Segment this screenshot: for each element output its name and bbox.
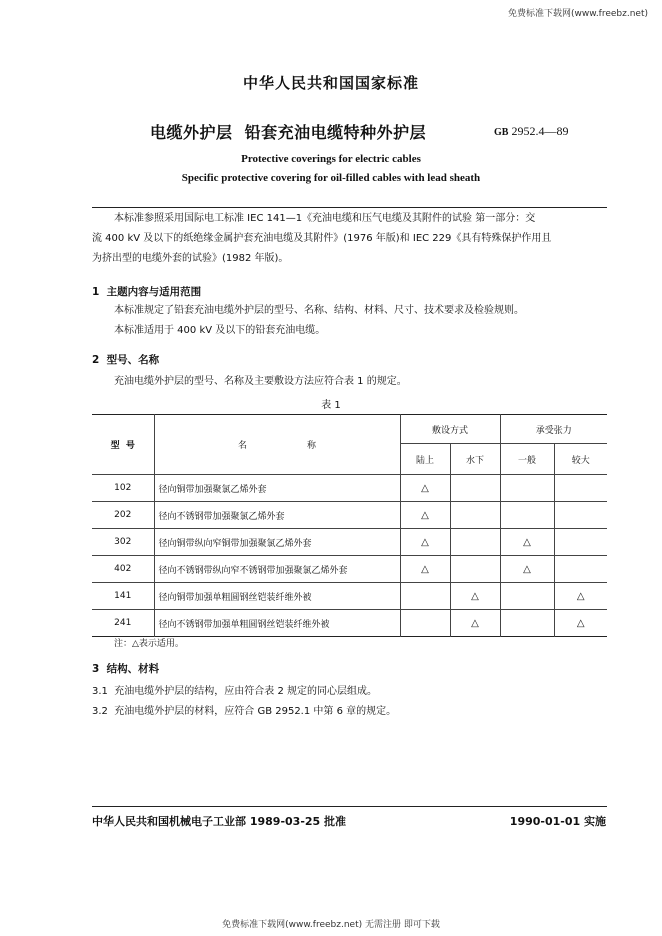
intro-paragraph: [92, 209, 612, 269]
cell-general: [500, 502, 554, 529]
intro-line-1: 本标准参照采用国际电工标准 IEC 141—1《充油电缆和压气电缆及其附件的试验 第一部分：交: [114, 213, 536, 224]
table-row: [92, 556, 607, 583]
header-laying-method: 敷设方式: [400, 415, 500, 444]
section-3-item-1: 3.1 充油电缆外护层的结构，应由符合表 2 规定的同心层组成。: [92, 686, 377, 697]
cell-name: 径向铜带加强聚氯乙烯外套: [154, 475, 400, 502]
header-name-char-2: 称: [307, 441, 317, 451]
document-title-en-1: Protective coverings for electric cables: [241, 153, 421, 165]
cell-name: 径向不锈钢带加强聚氯乙烯外套: [154, 502, 400, 529]
cell-large: [554, 529, 607, 556]
cell-large: [554, 556, 607, 583]
cell-name: 径向不锈钢带加强单粗圆钢丝铠装纤维外被: [154, 610, 400, 637]
cell-water: [450, 475, 500, 502]
national-standard-heading: 中华人民共和国国家标准: [242, 74, 419, 92]
cell-name: 径向铜带加强单粗圆钢丝铠装纤维外被: [154, 583, 400, 610]
section-2-heading: 2 型号、名称: [92, 354, 160, 366]
standard-code: 2952.4—89: [511, 124, 569, 138]
cell-model: 202: [92, 502, 154, 529]
header-tension: 承受张力: [500, 415, 607, 444]
header-land: 陆上: [400, 444, 450, 475]
footer-effective-date: 1990-01-01 实施: [509, 815, 606, 828]
header-name: [154, 415, 400, 475]
header-model: 型 号: [92, 415, 154, 475]
cell-large: [554, 475, 607, 502]
table-row: [92, 610, 607, 637]
header-name-char-1: 名: [237, 441, 247, 451]
table-header-row-1: [92, 415, 607, 444]
cell-land: △: [400, 502, 450, 529]
section-1-line-1: 本标准规定了铅套充油电缆外护层的型号、名称、结构、材料、尺寸、技术要求及检验规则。: [114, 305, 524, 316]
standard-number: [494, 124, 568, 139]
watermark-bottom: 免费标准下载网(www.freebz.net) 无需注册 即可下载: [222, 920, 440, 930]
cell-model: 302: [92, 529, 154, 556]
table-row: [92, 502, 607, 529]
cell-large: △: [554, 583, 607, 610]
cell-name: 径向铜带纵向窄铜带加强聚氯乙烯外套: [154, 529, 400, 556]
cell-model: 141: [92, 583, 154, 610]
section-3-heading: 3 结构、材料: [92, 663, 160, 675]
cell-large: △: [576, 617, 585, 629]
section-1-line-2: 本标准适用于 400 kV 及以下的铅套充油电缆。: [114, 325, 326, 336]
cell-land: [400, 610, 450, 637]
cell-water: [450, 529, 500, 556]
cell-general: [500, 610, 554, 637]
footer-issuer: 中华人民共和国机械电子工业部 1989-03-25 批准: [92, 815, 347, 828]
table-1-note: 注：△表示适用。: [114, 639, 184, 649]
table-row: [92, 475, 607, 502]
header-large: 较大: [554, 444, 607, 475]
header-water: 水下: [450, 444, 500, 475]
cell-land: △: [400, 475, 450, 502]
cell-name: 径向不锈钢带纵向窄不锈钢带加强聚氯乙烯外套: [154, 556, 400, 583]
cell-water: △: [450, 610, 500, 637]
cell-model: 102: [92, 475, 154, 502]
section-3-item-2: 3.2 充油电缆外护层的材料，应符合 GB 2952.1 中第 6 章的规定。: [92, 706, 397, 717]
cell-water: [450, 502, 500, 529]
cell-model: 402: [92, 556, 154, 583]
table-1: [92, 414, 607, 637]
cell-land: [400, 583, 450, 610]
cell-general: [500, 475, 554, 502]
header-general: 一般: [500, 444, 554, 475]
section-1-heading: 1 主题内容与适用范围: [92, 286, 202, 298]
watermark-top: 免费标准下载网(www.freebz.net): [508, 9, 648, 19]
cell-land: △: [400, 556, 450, 583]
standard-prefix: GB: [494, 127, 509, 138]
intro-line-2: 流 400 kV 及以下的纸绝缘金属护套充油电缆及其附件》(1976 年版)和 IEC 229《具有特殊保护作用且: [92, 233, 552, 244]
document-title-cn: 电缆外护层 铅套充油电缆特种外护层: [150, 123, 427, 142]
header-rule: [92, 207, 607, 208]
cell-water: [450, 556, 500, 583]
cell-land: △: [400, 529, 450, 556]
table-row: [92, 583, 607, 610]
cell-general: △: [500, 556, 554, 583]
cell-model: 241: [92, 610, 154, 637]
document-title-en-2: Specific protective covering for oil-filled cables with lead sheath: [181, 172, 481, 184]
section-2-body: 充油电缆外护层的型号、名称及主要敷设方法应符合表 1 的规定。: [114, 376, 407, 387]
table-row: [92, 529, 607, 556]
footer-rule: [92, 806, 607, 807]
table-1-caption: 表 1: [321, 400, 341, 411]
intro-line-3: 为挤出型的电缆外套的试验》(1982 年版)。: [92, 253, 289, 264]
cell-large: [554, 502, 607, 529]
cell-water: △: [450, 583, 500, 610]
section-1-body: [114, 301, 614, 341]
cell-general: △: [500, 529, 554, 556]
cell-general: [500, 583, 554, 610]
